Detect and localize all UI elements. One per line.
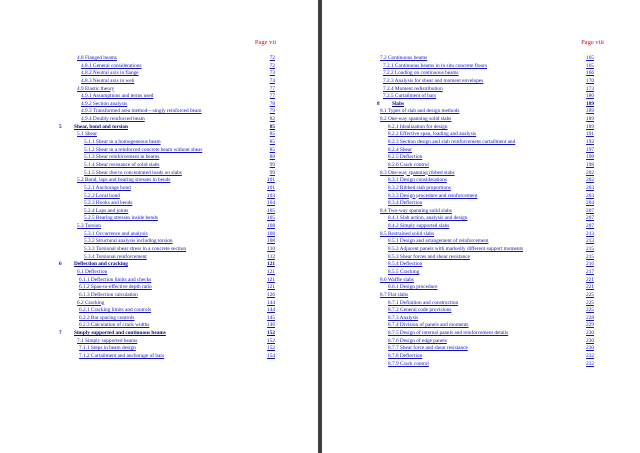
toc-entry-title-link[interactable]: 5.2.3 Hooks and bends [84,200,133,207]
toc-entry-title-link[interactable]: 8.4 Two-way spanning solid slabs [380,207,452,214]
toc-entry-title-link[interactable]: 7.2.2 Loading on continuous beams [383,70,459,77]
toc-entry-page-link[interactable]: 165 [586,55,594,61]
toc-entry-page-link[interactable]: 217 [586,268,594,275]
toc-entry[interactable] [59,170,275,178]
toc-entry-page-link[interactable]: 173 [586,85,594,92]
toc-entry[interactable] [377,307,594,315]
toc-entry-page-link[interactable]: 108 [267,223,275,230]
toc-entry[interactable] [59,55,275,63]
toc-entry-title-link[interactable]: 5.1.4 Shear resistance of solid slabs [84,161,160,168]
toc-entry-page-link[interactable]: 146 [267,322,275,329]
toc-entry-page-link[interactable]: 225 [586,291,594,298]
toc-entry[interactable] [59,246,275,254]
toc-entry-page-link[interactable]: 198 [586,161,594,168]
toc-entry-page-link[interactable]: 215 [586,246,594,253]
toc-entry-title-link[interactable]: 6.1 Deflection [77,268,108,275]
toc-entry-title-link[interactable]: 8.7.3 Analysis [388,314,419,321]
toc-entry[interactable] [377,55,594,63]
toc-entry-title-link[interactable]: 5.1.1 Shear in a homogeneous beam [84,139,161,146]
toc-entry-page-link[interactable]: 204 [586,200,594,207]
toc-chapter-entry[interactable] [59,261,275,269]
toc-entry-title-link[interactable]: 8.6.1 Design procedure [388,284,438,291]
toc-entry[interactable] [59,322,275,330]
toc-entry-title-link[interactable]: 5.2.4 Laps and joints [84,207,129,214]
toc-entry[interactable] [59,300,275,308]
toc-entry[interactable] [377,200,594,208]
toc-entry[interactable] [59,93,275,101]
toc-entry-page-link[interactable]: 77 [269,85,275,92]
toc-entry-page-link[interactable]: 232 [586,352,594,359]
toc-entry-title-link[interactable]: 8.3 One-way spanning ribbed slabs [380,169,455,176]
table-of-contents [59,55,275,361]
toc-entry-title-link[interactable]: 8.3.1 Design considerations [388,177,447,184]
toc-entry-page-link[interactable]: 180 [586,93,594,100]
toc-entry-page-link[interactable]: 121 [267,261,275,268]
toc-entry-page-link[interactable]: 85 [269,146,275,153]
toc-entry-title-link[interactable]: 8.2.6 Crack control [388,161,429,168]
toc-entry-page-link[interactable]: 215 [586,253,594,260]
toc-entry-page-link[interactable]: 144 [267,299,275,306]
toc-entry[interactable] [377,345,594,353]
toc-entry[interactable] [59,162,275,170]
toc-entry-page-link[interactable]: 213 [586,230,594,237]
toc-entry-title-link[interactable]: 8.7.8 Deflection [388,352,423,359]
toc-entry-page-link[interactable]: 105 [267,207,275,214]
toc-entry[interactable] [377,177,594,185]
toc-entry[interactable] [377,238,594,246]
toc-entry-page-link[interactable]: 88 [269,154,275,161]
toc-entry-title-link[interactable]: 4.9 Elastic theory [77,85,115,92]
toc-entry-page-link[interactable]: 197 [586,146,594,153]
toc-entry-title-link[interactable]: 4.8.1 General considerations [81,62,142,69]
toc-entry-title-link[interactable]: 4.9.3 Transformed area method—singly reinforced beam [81,108,202,115]
toc-entry-title-link[interactable]: 8.5.1 Design and arrangement of reinforcement [388,238,489,245]
toc-entry-title-link[interactable]: 4.9.2 Section analysis [81,100,128,107]
toc-entry[interactable] [377,162,594,170]
toc-entry[interactable] [59,200,275,208]
toc-entry[interactable] [59,307,275,315]
toc-entry[interactable] [377,269,594,277]
toc-entry-page-link[interactable]: 152 [267,337,275,344]
toc-entry-title-link[interactable]: 4.9.4 Doubly reinforced beam [81,116,145,123]
toc-entry-title-link[interactable]: 6.1.2 Span-to-effective depth ratio [79,284,152,291]
toc-entry-page-link[interactable]: 99 [269,161,275,168]
toc-entry-title-link[interactable]: 8.7.1 Definition and construction [388,299,459,306]
toc-entry-title-link[interactable]: 8.2.2 Effective span, loading and analysis [388,131,477,138]
toc-entry-page-link[interactable]: 144 [267,307,275,314]
toc-entry-page-link[interactable]: 108 [267,238,275,245]
toc-entry-title-link[interactable]: 8.5.4 Deflection [388,261,423,268]
toc-entry-page-link[interactable]: 152 [267,330,275,337]
toc-entry-title-link[interactable]: 5.1.5 Shear due to concentrated loads on slabs [84,169,182,176]
toc-entry-title-link[interactable]: 8.5 Restrained solid slabs [380,230,435,237]
toc-entry[interactable] [59,185,275,193]
toc-entry-page-link[interactable]: 82 [269,116,275,123]
toc-entry-page-link[interactable]: 104 [267,200,275,207]
document-page-left [0,0,318,453]
toc-entry[interactable] [377,292,594,300]
toc-entry-title-link[interactable]: 5.1 Shear [77,131,98,138]
toc-entry-title-link[interactable]: 6.2.2 Bar spacing controls [79,314,135,321]
toc-entry-title-link[interactable]: 8.2.4 Shear [388,146,412,153]
toc-entry-page-link[interactable]: 79 [269,108,275,115]
toc-entry-page-link[interactable]: 121 [267,268,275,275]
toc-entry-title-link[interactable]: 8.6 Waffle slabs [380,276,414,283]
toc-entry-title-link[interactable]: 7.2.5 Curtailment of bars [383,93,437,100]
toc-entry-page-link[interactable]: 112 [267,253,275,260]
toc-entry-page-link[interactable]: 145 [267,314,275,321]
toc-entry-page-link[interactable]: 105 [267,215,275,222]
toc-entry[interactable] [59,177,275,185]
toc-entry[interactable] [59,108,275,116]
toc-entry-page-link[interactable]: 165 [586,62,594,69]
toc-entry-title-link[interactable]: 5.1.3 Shear reinforcement in beams [84,154,160,161]
toc-entry-title-link[interactable]: 6.1.3 Deflection calculation [79,291,138,298]
toc-entry[interactable] [59,292,275,300]
toc-entry[interactable] [59,254,275,262]
toc-entry[interactable] [59,338,275,346]
toc-entry[interactable] [377,353,594,361]
toc-entry-title-link[interactable]: 4.9.1 Assumptions and terms used [81,93,154,100]
toc-chapter-entry[interactable] [59,124,275,132]
toc-entry-title-link[interactable]: 8.2.1 Idealization for design [388,123,448,130]
toc-entry-page-link[interactable]: 72 [269,62,275,69]
toc-entry-title-link[interactable]: 7.1.1 Steps in beam design [79,345,136,352]
toc-entry-page-link[interactable]: 228 [586,314,594,321]
toc-entry[interactable] [377,277,594,285]
toc-entry-title-link[interactable]: 8.7.7 Shear force and shear resistance [388,345,468,352]
toc-entry[interactable] [377,93,594,101]
toc-entry-page-link[interactable]: 232 [586,360,594,367]
toc-entry-title-link[interactable]: Simply supported and continuous beams [74,330,166,337]
toc-entry-page-link[interactable]: 170 [586,77,594,84]
toc-entry-page-link[interactable]: 230 [586,330,594,337]
toc-entry-page-link[interactable]: 202 [586,169,594,176]
toc-entry[interactable] [377,322,594,330]
toc-entry[interactable] [377,215,594,223]
toc-entry-page-link[interactable]: 189 [586,116,594,123]
toc-entry[interactable] [59,284,275,292]
toc-chapter-number: 6 [59,261,62,268]
toc-entry-page-link[interactable]: 103 [267,192,275,199]
toc-entry-title-link[interactable]: 8.5.2 Adjacent panels with markedly different support moments [388,246,524,253]
toc-entry-title-link[interactable]: 5.3.2 Structural analysis including torsion [84,238,173,245]
toc-entry-title-link[interactable]: 8.5.3 Shear forces and shear resistance [388,253,470,260]
toc-entry-page-link[interactable]: 166 [586,70,594,77]
toc-entry-title-link[interactable]: 6.2 Cracking [77,299,105,306]
toc-entry[interactable] [59,116,275,124]
toc-entry[interactable] [59,269,275,277]
toc-entry[interactable] [377,261,594,269]
toc-entry-title-link[interactable]: 8.2.3 Section design and slab reinforcement curtailment and [388,139,516,146]
toc-entry[interactable] [377,78,594,86]
toc-entry[interactable] [377,284,594,292]
toc-entry-title-link[interactable]: 8.7.5 Design of internal panels and reinforcement details [388,330,509,337]
toc-entry[interactable] [59,231,275,239]
toc-entry-page-link[interactable]: 191 [586,131,594,138]
toc-entry-page-link[interactable]: 108 [267,230,275,237]
toc-entry[interactable] [59,215,275,223]
toc-entry-page-link[interactable]: 78 [269,100,275,107]
toc-entry-page-link[interactable]: 99 [269,169,275,176]
toc-entry-title-link[interactable]: 8.7 Flat slabs [380,291,409,298]
toc-entry-page-link[interactable]: 213 [586,238,594,245]
toc-entry[interactable] [377,63,594,71]
table-of-contents [377,55,594,368]
toc-entry[interactable] [377,330,594,338]
toc-entry-title-link[interactable]: 5.3.3 Torsional shear stress in a concrete section [84,246,187,253]
toc-entry[interactable] [59,154,275,162]
toc-entry-page-link[interactable]: 221 [586,276,594,283]
toc-entry-page-link[interactable]: 203 [586,192,594,199]
toc-entry-page-link[interactable]: 189 [586,100,594,107]
toc-entry-title-link[interactable]: 7.2.3 Analysis for shear and moment envelopes [383,77,484,84]
toc-entry-page-link[interactable]: 121 [267,276,275,283]
toc-entry-title-link[interactable]: 4.8.3 Neutral axis in web [81,77,135,84]
toc-entry-page-link[interactable]: 126 [267,291,275,298]
toc-entry-page-link[interactable]: 207 [586,215,594,222]
toc-entry-title-link[interactable]: 7.2 Continuous beams [380,55,428,61]
toc-entry-title-link[interactable]: 5.3.1 Occurrence and analysis [84,230,148,237]
toc-entry[interactable] [59,238,275,246]
toc-entry-page-link[interactable]: 198 [586,154,594,161]
toc-entry[interactable] [377,139,594,147]
page-number-label: Page viii [581,39,604,46]
toc-entry[interactable] [377,108,594,116]
toc-entry-title-link[interactable]: 5.3 Torsion [77,223,101,230]
toc-entry-page-link[interactable]: 207 [586,223,594,230]
toc-entry-title-link[interactable]: 6.2.3 Calculation of crack widths [79,322,150,329]
toc-entry-title-link[interactable]: 5.3.4 Torsional reinforcement [84,253,147,260]
toc-entry-page-link[interactable]: 74 [269,77,275,84]
toc-entry-title-link[interactable]: 6.1.1 Deflection limits and checks [79,276,152,283]
toc-entry-page-link[interactable]: 189 [586,123,594,130]
toc-entry-page-link[interactable]: 202 [586,177,594,184]
toc-entry-title-link[interactable]: 5.2.2 Local bond [84,192,120,199]
toc-entry-title-link[interactable]: Slabs [392,100,405,107]
toc-entry-title-link[interactable]: 8.3.4 Deflection [388,200,423,207]
toc-entry-title-link[interactable]: 8.1 Types of slab and design methods [380,108,460,115]
toc-entry[interactable] [59,223,275,231]
toc-entry-title-link[interactable]: 8.7.2 General code provisions [388,307,452,314]
toc-entry-page-link[interactable]: 229 [586,322,594,329]
toc-entry-page-link[interactable]: 110 [267,246,275,253]
toc-chapter-entry[interactable] [59,330,275,338]
toc-entry-page-link[interactable]: 225 [586,299,594,306]
toc-entry-page-link[interactable]: 192 [586,139,594,146]
toc-entry-title-link[interactable]: 7.2.4 Moment redistribution [383,85,443,92]
toc-entry-page-link[interactable]: 85 [269,131,275,138]
toc-entry[interactable] [59,193,275,201]
toc-entry-title-link[interactable]: 5.1.2 Shear in a reinforced concrete beam without shear [84,146,203,153]
toc-entry-title-link[interactable]: 8.3.3 Design procedure and reinforcement [388,192,478,199]
toc-entry-page-link[interactable]: 154 [267,352,275,359]
toc-entry-title-link[interactable]: 8.4.1 Slab action, analysis and design [388,215,468,222]
toc-entry-page-link[interactable]: 230 [586,345,594,352]
page-number-label: Page vii [254,39,276,46]
document-page-right [322,0,640,453]
toc-entry-page-link[interactable]: 77 [269,93,275,100]
toc-entry[interactable] [377,70,594,78]
toc-entry-title-link[interactable]: 7.2.1 Continuous beams in in situ concrete floors [383,62,488,69]
toc-entry-title-link[interactable]: 8.2 One-way spanning solid slabs [380,116,452,123]
toc-entry[interactable] [59,70,275,78]
toc-entry-title-link[interactable]: 8.7.4 Division of panels and moments [388,322,469,329]
toc-entry-page-link[interactable]: 121 [267,284,275,291]
toc-entry[interactable] [59,353,275,361]
toc-entry-page-link[interactable]: 216 [586,261,594,268]
toc-entry-title-link[interactable]: 4.8.2 Neutral axis in flange [81,70,139,77]
toc-entry-title-link[interactable]: Deflection and cracking [74,261,128,268]
toc-entry-page-link[interactable]: 73 [269,70,275,77]
toc-entry[interactable] [377,131,594,139]
toc-entry[interactable] [377,208,594,216]
toc-entry-page-link[interactable]: 101 [267,177,275,184]
toc-entry[interactable] [377,185,594,193]
toc-entry[interactable] [59,208,275,216]
toc-entry-page-link[interactable]: 85 [269,123,275,130]
toc-entry-title-link[interactable]: 5.2 Bond, laps and bearing stresses in bends [77,177,171,184]
toc-entry-page-link[interactable]: 207 [586,207,594,214]
toc-entry[interactable] [377,361,594,369]
toc-entry-page-link[interactable]: 230 [586,337,594,344]
toc-entry[interactable] [377,223,594,231]
toc-entry-title-link[interactable]: Shear, bond and torsion [74,123,128,130]
toc-entry-title-link[interactable]: 7.1.2 Curtailment and anchorage of bars [79,352,165,359]
toc-entry-title-link[interactable]: 8.7.6 Design of edge panels [388,337,447,344]
toc-entry-page-link[interactable]: 101 [267,184,275,191]
toc-entry-title-link[interactable]: 8.5.5 Cracking [388,268,420,275]
toc-entry-title-link[interactable]: 5.2.1 Anchorage bond [84,184,131,191]
toc-entry[interactable] [59,139,275,147]
toc-entry-page-link[interactable]: 85 [269,139,275,146]
toc-entry[interactable] [377,154,594,162]
toc-entry-page-link[interactable]: 189 [586,108,594,115]
toc-chapter-number: 7 [59,330,62,337]
toc-entry[interactable] [59,131,275,139]
toc-entry[interactable] [59,345,275,353]
toc-chapter-number: 5 [59,123,62,130]
toc-entry[interactable] [377,170,594,178]
toc-entry-page-link[interactable]: 203 [586,184,594,191]
toc-entry-page-link[interactable]: 221 [586,284,594,291]
toc-entry-title-link[interactable]: 4.8 Flanged beams [77,55,117,61]
toc-entry-page-link[interactable]: 72 [269,55,275,61]
toc-entry[interactable] [377,116,594,124]
toc-entry[interactable] [59,78,275,86]
toc-entry-title-link[interactable]: 8.3.2 Ribbed slab proportions [388,184,451,191]
toc-entry-title-link[interactable]: 8.4.2 Simply supported slabs [388,223,450,230]
toc-entry[interactable] [377,246,594,254]
toc-entry-title-link[interactable]: 7.1 Simply supported beams [77,337,138,344]
toc-entry-title-link[interactable]: 5.2.5 Bearing stresses inside bends [84,215,158,222]
toc-entry[interactable] [59,86,275,94]
toc-entry[interactable] [377,300,594,308]
toc-entry-page-link[interactable]: 225 [586,307,594,314]
toc-chapter-number: 8 [377,100,380,107]
toc-entry-title-link[interactable]: 8.2.5 Deflection [388,154,423,161]
toc-entry-title-link[interactable]: 8.7.9 Crack control [388,360,429,367]
toc-entry-title-link[interactable]: 6.2.1 Cracking limits and controls [79,307,152,314]
toc-entry-page-link[interactable]: 152 [267,345,275,352]
